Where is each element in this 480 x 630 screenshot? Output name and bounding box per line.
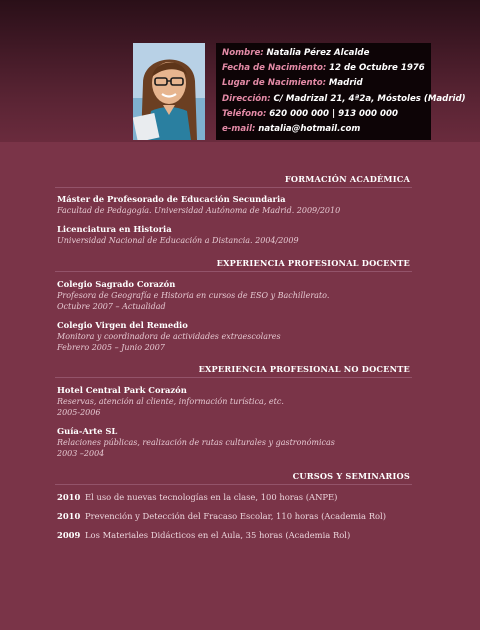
profile-photo [133, 43, 205, 140]
section-divider [55, 484, 412, 485]
list-item: Colegio Virgen del Remedio Monitora y coordinadora de actividades extraescolares Febrero 2005 – Junio 2007 [57, 320, 281, 352]
section-title-cursos: CURSOS Y SEMINARIOS [292, 471, 410, 481]
list-item: Licenciatura en Historia Universidad Nacional de Educación a Distancia. 2004/2009 [57, 224, 299, 245]
list-item: 2010 El uso de nuevas tecnologías en la clase, 100 horas (ANPE) [57, 492, 338, 502]
section-divider [55, 271, 412, 272]
section-title-no-docente: EXPERIENCIA PROFESIONAL NO DOCENTE [198, 364, 410, 374]
contact-phone: Teléfono: 620 000 000 | 913 000 000 [222, 108, 398, 119]
contact-birthdate: Fecha de Nacimiento: 12 de Octubre 1976 [222, 63, 425, 74]
list-item: 2009 Los Materiales Didácticos en el Aula, 35 horas (Academia Rol) [57, 530, 351, 540]
contact-email: e-mail: natalia@hotmail.com [222, 124, 361, 135]
section-title-docente: EXPERIENCIA PROFESIONAL DOCENTE [216, 258, 410, 268]
list-item: Colegio Sagrado Corazón Profesora de Geografía e Historia en cursos de ESO y Bachillerato. Octubre 2007 – Actualidad [57, 279, 330, 311]
list-item: Guía-Arte SL Relaciones públicas, realización de rutas culturales y gastronómicas 2003 –2004 [57, 426, 335, 458]
contact-name: Nombre: Natalia Pérez Alcalde [222, 48, 370, 58]
contact-address: Dirección: C/ Madrizal 21, 4ª2a, Móstoles (Madrid) [222, 93, 466, 104]
section-title-formacion: FORMACIÓN ACADÉMICA [284, 174, 410, 184]
contact-info-box [216, 43, 466, 140]
section-divider [55, 187, 412, 188]
list-item: Máster de Profesorado de Educación Secundaria Facultad de Pedagogía. Universidad Autónoma de Madrid. 2009/2010 [57, 194, 341, 215]
section-divider [55, 377, 412, 378]
list-item: 2010 Prevención y Detección del Fracaso Escolar, 110 horas (Academia Rol) [57, 511, 386, 521]
list-item: Hotel Central Park Corazón Reservas, atención al cliente, información turística, etc. 2005-2006 [57, 385, 284, 417]
contact-birthplace: Lugar de Nacimiento: Madrid [222, 78, 363, 89]
